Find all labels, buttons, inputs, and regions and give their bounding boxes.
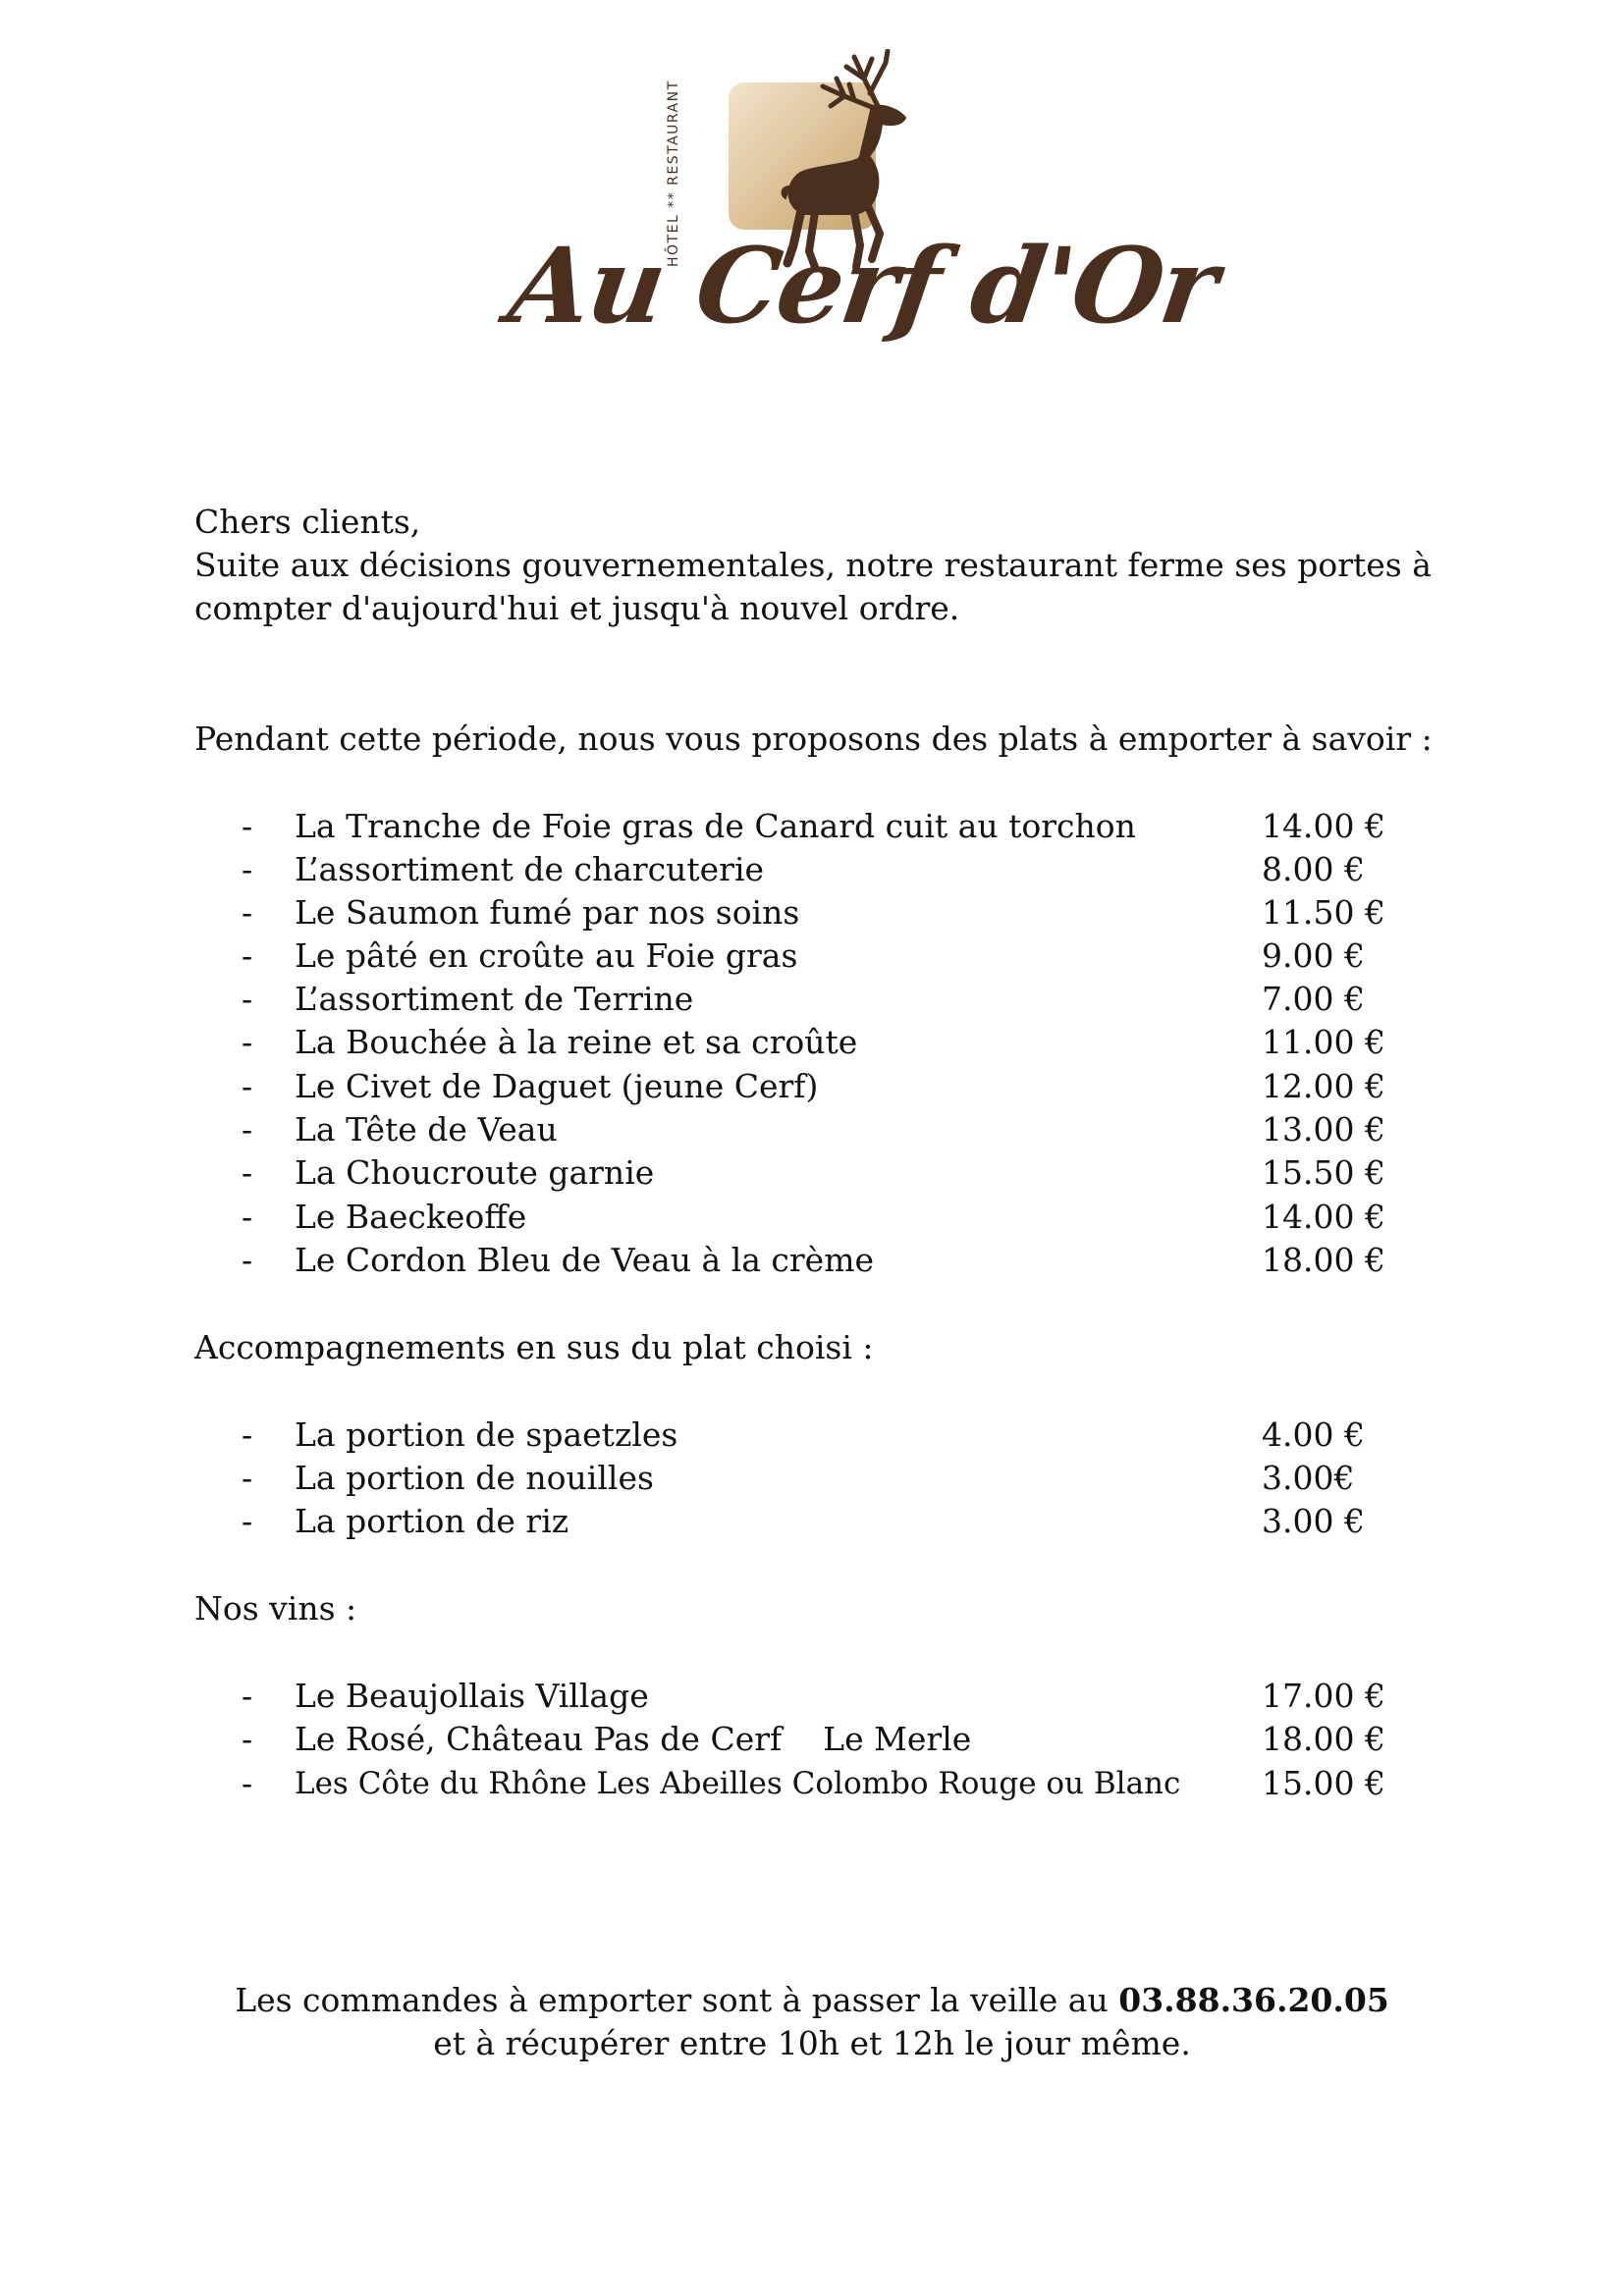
wine-price: 15.00 €	[1262, 1764, 1385, 1802]
intro-line-2: compter d'aujourd'hui et jusqu'à nouvel ordre.	[194, 589, 960, 627]
wine-name: Les Côte du Rhône Les Abeilles Colombo Rouge ou Blanc	[295, 1766, 1181, 1801]
dish-price: 7.00 €	[1262, 980, 1365, 1018]
dish-price: 14.00 €	[1262, 1198, 1385, 1236]
dish-name: La Choucroute garnie	[295, 1153, 655, 1192]
dish-name: Le pâté en croûte au Foie gras	[295, 936, 798, 975]
bullet: -	[242, 980, 253, 1018]
dish-price: 9.00 €	[1262, 936, 1365, 975]
bullet: -	[242, 1459, 253, 1497]
logo-wordmark: Au Cerf d'Or	[502, 224, 1223, 347]
dish-name: Le Civet de Daguet (jeune Cerf)	[295, 1067, 819, 1105]
bullet: -	[242, 1241, 253, 1279]
wines-heading: Nos vins :	[194, 1589, 357, 1628]
dish-name: L’assortiment de Terrine	[295, 980, 694, 1018]
dish-price: 14.00 €	[1262, 807, 1385, 845]
bullet: -	[242, 1067, 253, 1105]
bullet: -	[242, 850, 253, 888]
bullet: -	[242, 1023, 253, 1061]
dish-name: La Bouchée à la reine et sa croûte	[295, 1023, 858, 1061]
logo-side-text: HÔTEL ** RESTAURANT	[666, 80, 681, 267]
dish-price: 8.00 €	[1262, 850, 1365, 888]
side-price: 4.00 €	[1262, 1415, 1365, 1454]
bullet: -	[242, 936, 253, 975]
dish-name: Le Saumon fumé par nos soins	[295, 893, 800, 932]
bullet: -	[242, 1110, 253, 1148]
dish-name: Le Baeckeoffe	[295, 1198, 527, 1236]
dishes-heading: Pendant cette période, nous vous proposons des plats à emporter à savoir :	[194, 720, 1433, 758]
dish-price: 11.00 €	[1262, 1023, 1385, 1061]
bullet: -	[242, 1502, 253, 1540]
wine-price: 17.00 €	[1262, 1677, 1385, 1715]
dish-name: L’assortiment de charcuterie	[295, 850, 765, 888]
dish-name: La Tête de Veau	[295, 1110, 558, 1148]
footer-order-text: Les commandes à emporter sont à passer la veille au	[235, 1981, 1119, 2019]
wine-name: Le Rosé, Château Pas de Cerf Le Merle	[295, 1720, 972, 1758]
side-name: La portion de riz	[295, 1502, 569, 1540]
bullet: -	[242, 1764, 253, 1802]
sides-heading: Accompagnements en sus du plat choisi :	[194, 1328, 874, 1366]
side-name: La portion de nouilles	[295, 1459, 654, 1497]
logo	[502, 49, 1223, 383]
dish-price: 18.00 €	[1262, 1241, 1385, 1279]
dish-price: 13.00 €	[1262, 1110, 1385, 1148]
bullet: -	[242, 1720, 253, 1758]
dish-price: 11.50 €	[1262, 893, 1385, 932]
dish-price: 15.50 €	[1262, 1153, 1385, 1192]
wine-price: 18.00 €	[1262, 1720, 1385, 1758]
footer-line-1	[0, 1979, 1624, 2022]
dish-name: La Tranche de Foie gras de Canard cuit au torchon	[295, 807, 1136, 845]
intro-line-1: Suite aux décisions gouvernementales, notre restaurant ferme ses portes à	[194, 546, 1432, 584]
bullet: -	[242, 1677, 253, 1715]
footer-line-2: et à récupérer entre 10h et 12h le jour même.	[433, 2024, 1191, 2062]
wine-name: Le Beaujollais Village	[295, 1677, 649, 1715]
bullet: -	[242, 893, 253, 932]
bullet: -	[242, 1198, 253, 1236]
phone-number: 03.88.36.20.05	[1118, 1981, 1389, 2019]
greeting: Chers clients,	[194, 503, 421, 541]
bullet: -	[242, 1153, 253, 1192]
side-price: 3.00 €	[1262, 1502, 1365, 1540]
bullet: -	[242, 807, 253, 845]
dish-name: Le Cordon Bleu de Veau à la crème	[295, 1241, 875, 1279]
dish-price: 12.00 €	[1262, 1067, 1385, 1105]
side-name: La portion de spaetzles	[295, 1415, 678, 1454]
side-price: 3.00€	[1262, 1459, 1355, 1497]
bullet: -	[242, 1415, 253, 1454]
